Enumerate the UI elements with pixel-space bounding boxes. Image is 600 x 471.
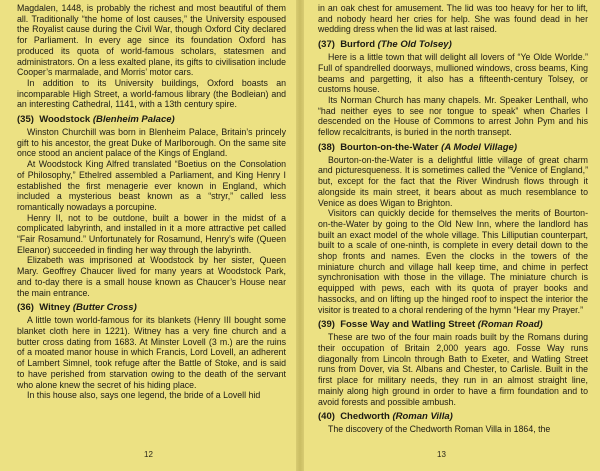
paragraph: At Woodstock King Alfred translated “Boetius on the Consolation of Philosophy,” Ethelred assembled a Parliament, and King Henry I established the first menagerie ever known in England, which included a mysterious beast known as a “stryr,” called less romantically nowadays a porcupine. (17, 159, 286, 212)
paragraph: A little town world-famous for its blankets (Henry III bought some blanket cloth here in 1221). Witney has a very fine church and a butter cross dating from 1683. At Minster Lovell (3 m.) are the ruins of a moated manor house in which Francis, Lord Lovell, an adherent of Lambert Simnel, took refuge after the Battle of Stoke, and is said to have perished from starvation owing to the death of the servant who alone knew the secret of his hiding place. (17, 315, 286, 390)
paragraph: Visitors can quickly decide for themselves the merits of Bourton-on-the-Water by going to the Old New Inn, where the landlord has built an exact model of the whole village. This Lilliputian counterpart, built to a scale of one-ninth, is complete in every detail down to the shop fronts and names. Even the clocks in the towers of the miniature church and village hall keep time, and chime in perfect synchronisation with those in the village. The miniature church is equipped with pews, each with its quota of prayer books and hassocks, and on lifting up the hinged roof to inspect the interior the visitor is treated to a choral rendering of the hymn “Hear my Prayer.” (318, 208, 588, 315)
section-title: Chedworth (340, 411, 390, 423)
section-heading (318, 319, 588, 330)
paragraph: Winston Churchill was born in Blenheim Palace, Britain’s princely gift to his ancestor, the great Duke of Marlborough. On the same site once stood an ancient palace of the Kings of England. (17, 127, 286, 159)
section-title: Woodstock (39, 114, 91, 126)
section-number: (38) (318, 141, 335, 153)
section-subtitle: (Roman Villa) (392, 411, 453, 423)
section-subtitle: (A Model Village) (441, 141, 517, 153)
book-gutter (296, 0, 304, 471)
page-number: 13 (437, 450, 446, 459)
section-title: Fosse Way and Watling Street (340, 319, 476, 331)
section-heading (17, 114, 286, 125)
paragraph: Here is a little town that will delight all lovers of “Ye Olde Worlde.” Full of spandrelled doorways, mullioned windows, cross beams, King beams and pargetting, it also has a fifteenth-century Tolsey, or customs house. (318, 52, 588, 95)
paragraph: In addition to its University buildings, Oxford boasts an incomparable High Street, a world-famous library (the Bodleian) and an interesting Cathedral, 1141, with a 13th century spire. (17, 77, 286, 110)
paragraph: The discovery of the Chedworth Roman Villa in 1864, the (328, 424, 551, 435)
section-number: (40) (318, 411, 335, 423)
section-heading (318, 411, 588, 422)
section-number: (35) (17, 114, 34, 126)
paragraph: Henry II, not to be outdone, built a bower in the midst of a complicated labyrinth, and installed in it a more attractive pet called “Fair Rosamund.” Unfortunately for Rosamund, Henry’s wife (Queen Eleanor) succeeded in finding her way through the labyrinth. (17, 212, 286, 255)
page-number: 12 (144, 450, 153, 459)
paragraph: These are two of the four main roads built by the Romans during their occupation of Britain 2,000 years ago. Fosse Way runs diagonally from Lincoln through Bath to Exeter, and Watling Street runs from Dover, via St. Albans and Chester, to Carlisle. Built in the first place for military needs, they run in an almost straight line, mainly along high ground in order to have a firm foundation and to avoid forests and possible ambush. (318, 332, 588, 407)
section-number: (39) (318, 319, 335, 331)
section-title: Witney (39, 302, 71, 314)
section-heading (17, 302, 286, 313)
section-subtitle: (Blenheim Palace) (92, 114, 175, 126)
paragraph: Elizabeth was imprisoned at Woodstock by her sister, Queen Mary. Geoffrey Chaucer lived for many years at Woodstock Park, and to-day there is a small house known as Chaucer’s House near the main entrance. (17, 255, 286, 298)
section-heading (318, 142, 588, 153)
section-title: Bourton-on-the-Water (340, 141, 439, 153)
paragraph: in an oak chest for amusement. The lid was too heavy for her to lift, and nobody heard her cries for help. She was found dead in her wedding dress when the lid was at last raised. (318, 3, 588, 35)
paragraph: In this house also, says one legend, the bride of a Lovell hid (27, 390, 261, 401)
paragraph: Bourton-on-the-Water is a delightful little village of great charm and picturesqueness. It is sometimes called the “Venice of England,” but, except for the fact that the River Windrush flows through it alongside its main street, it bears about as much resemblance to Venice as does Wigan to Brighton. (318, 154, 588, 208)
section-subtitle: (Butter Cross) (72, 302, 137, 314)
paragraph: Its Norman Church has many chapels. Mr. Speaker Lenthall, who “had neither eyes to see nor tongue to speak” when Charles I descended on the House of Commons to arrest John Pym and his fellow recalcitrants, is buried in the north transept. (318, 94, 588, 138)
section-subtitle: (The Old Tolsey) (377, 39, 452, 51)
right-page (304, 0, 600, 471)
left-page (0, 0, 296, 471)
section-number: (36) (17, 302, 34, 314)
section-number: (37) (318, 39, 335, 51)
section-subtitle: (Roman Road) (477, 319, 543, 331)
paragraph: Magdalen, 1448, is probably the richest and most beautiful of them all. Traditionally “the home of lost causes,” the University espoused the Royalist cause during the Civil War, though Oxford City declared for Parliament. In every age since its foundation Oxford has produced its quota of world-famous scholars, statesmen and administrators. On a less exalted plane, its gifts to civilisation include Cooper’s marmalade, and Morris’ motor cars. (17, 3, 286, 78)
section-title: Burford (340, 39, 376, 51)
section-heading (318, 39, 588, 50)
